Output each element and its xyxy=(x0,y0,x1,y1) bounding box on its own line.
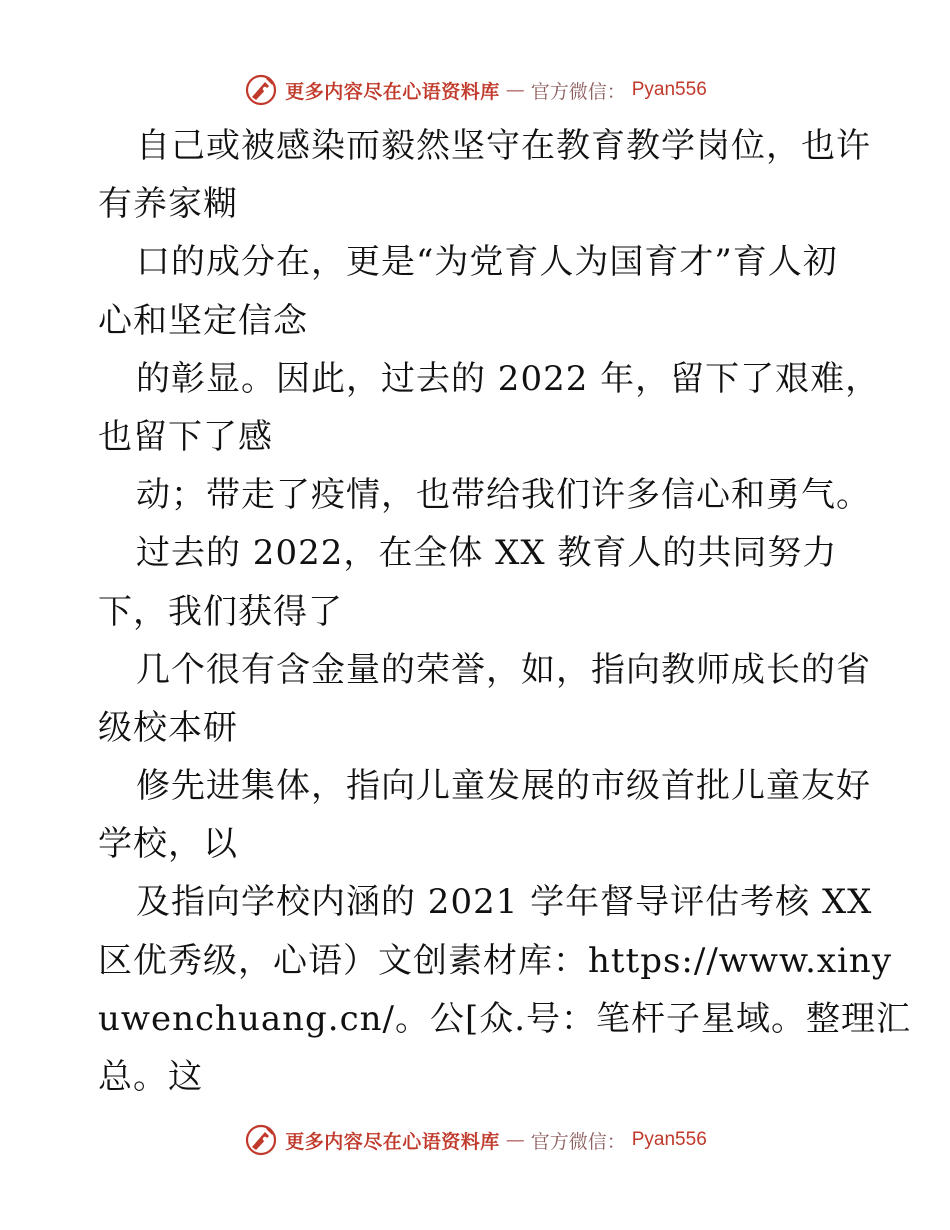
watermark-separator: — xyxy=(505,79,525,101)
text-line: 口的成分在，更是“为党育人为国育才”育人初 xyxy=(136,242,838,283)
text-line: 总。这 xyxy=(98,1057,203,1097)
text-line: 修先进集体，指向儿童发展的市级首批儿童友好 xyxy=(136,766,871,807)
watermark-wechat-label: 官方微信： xyxy=(530,1130,626,1153)
text-line: 区优秀级，心语）文创素材库：https://www.xiny xyxy=(98,940,893,981)
watermark-wechat-id: Pyan556 xyxy=(631,79,707,100)
watermark-footer xyxy=(0,1118,950,1162)
text-line: 过去的 2022，在全体 XX 教育人的共同努力 xyxy=(136,533,838,574)
text-line: 学校，以 xyxy=(98,824,238,865)
watermark-header xyxy=(0,68,950,112)
text-line: 几个很有含金量的荣誉，如，指向教师成长的省 xyxy=(136,649,871,690)
watermark-main-text: 更多内容尽在心语资料库 xyxy=(285,80,500,103)
document-body xyxy=(98,117,912,1106)
text-line: 心和坚定信念 xyxy=(98,300,308,341)
text-line: 动；带走了疫情，也带给我们许多信心和勇气。 xyxy=(136,475,871,516)
pen-nib-circle-icon xyxy=(243,72,279,108)
watermark-wechat-label: 官方微信： xyxy=(530,80,626,103)
text-line: 级校本研 xyxy=(98,707,238,748)
text-line: 也留下了感 xyxy=(98,416,273,457)
pen-nib-circle-icon xyxy=(243,1122,279,1158)
text-line: uwenchuang.cn/。公[众.号：笔杆子星域。整理汇 xyxy=(98,998,912,1039)
watermark-wechat-id: Pyan556 xyxy=(631,1129,707,1150)
text-line: 的彰显。因此，过去的 2022 年，留下了艰难， xyxy=(136,358,881,399)
text-line: 有养家糊 xyxy=(98,184,238,225)
text-line: 及指向学校内涵的 2021 学年督导评估考核 XX xyxy=(136,882,873,923)
watermark-main-text: 更多内容尽在心语资料库 xyxy=(285,1130,500,1153)
text-line: 自己或被感染而毅然坚守在教育教学岗位，也许 xyxy=(136,126,871,166)
watermark-separator: — xyxy=(505,1129,525,1151)
text-line: 下，我们获得了 xyxy=(98,591,343,632)
